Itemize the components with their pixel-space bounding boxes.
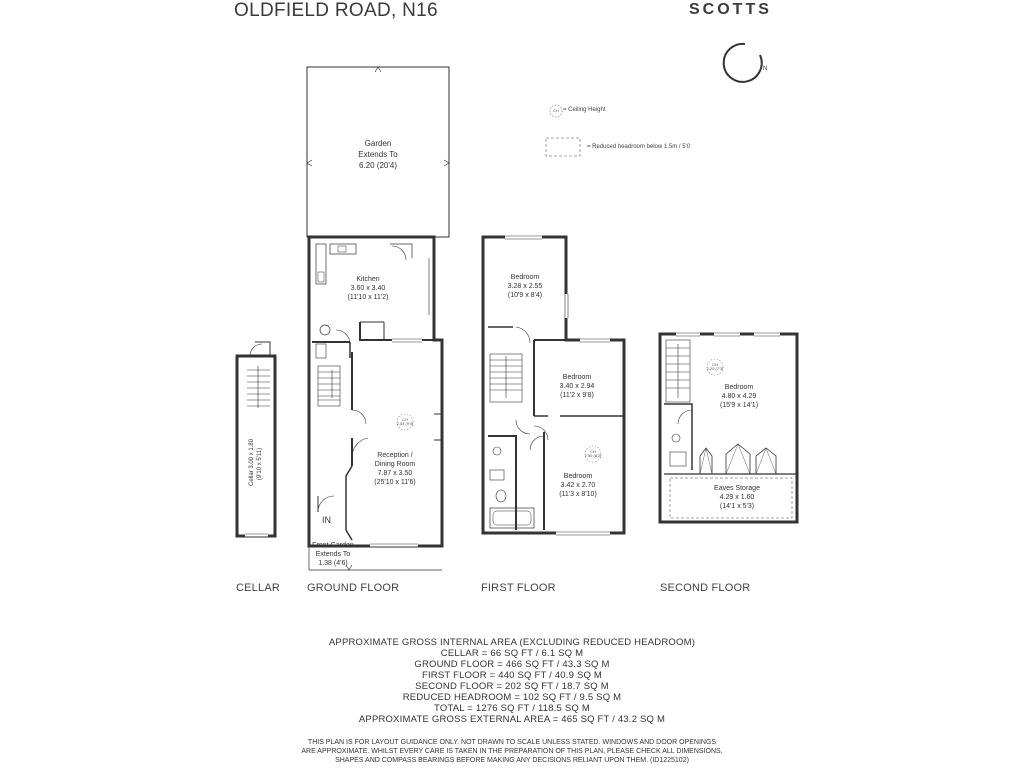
page-title: OLDFIELD ROAD, N16 [234, 0, 438, 21]
cellar-plan [237, 342, 275, 537]
kitchen-label: Kitchen 3.60 x 3.40 (11'10 x 11'2) [347, 276, 389, 301]
area-summary [0, 637, 1024, 725]
bedroom-2-label: Bedroom 3.40 x 2.94 (11'2 x 9'8) [559, 374, 595, 399]
area-second: SECOND FLOOR = 202 SQ FT / 18.7 SQ M [415, 681, 609, 692]
cellar-label: Cellar 3.00 x 1.80 (9'10 x 5'11) [249, 438, 263, 486]
floor-label-first: FIRST FLOOR [481, 582, 556, 594]
entrance-label: IN [322, 515, 331, 525]
area-external: APPROXIMATE GROSS EXTERNAL AREA = 465 SQ FT / 43.2 SQ M [358, 714, 666, 725]
area-reduced-headroom: REDUCED HEADROOM = 102 SQ FT / 9.5 SQ M [402, 692, 622, 703]
area-heading: APPROXIMATE GROSS INTERNAL AREA (EXCLUDING REDUCED HEADROOM) [328, 637, 696, 648]
legend-reduced-headroom: = Reduced headroom below 1.5m / 5'0 [587, 144, 691, 150]
bedroom-1-label: Bedroom 3.28 x 2.55 (10'9 x 8'4) [507, 274, 543, 299]
svg-text:N: N [763, 66, 768, 72]
floor-label-ground: GROUND FLOOR [307, 582, 400, 594]
disclaimer: THIS PLAN IS FOR LAYOUT GUIDANCE ONLY. NOT DRAWN TO SCALE UNLESS STATED. WINDOWS AND DOOR OPENINGS ARE APPROXIMATE. WHILST EVERY CARE IS TAKEN IN THE PREPARATION OF THIS PLAN, PLEASE CHECK ALL DIMENSIONS, SHAPES AND COMPASS BEARINGS BEFORE MAKING ANY DECISIONS RELIANT UPON THEM. (ID1225102) [301, 739, 723, 764]
ceiling-height-ground: CH 2.84 (9'4) [396, 417, 414, 426]
floor-label-cellar: CELLAR [236, 582, 280, 594]
front-garden-label: Front Garden Extends To 1.38 (4'6) [312, 542, 354, 567]
legend-ch-symbol: CH [553, 108, 559, 113]
compass-north-icon [724, 44, 768, 82]
eaves-storage-label: Eaves Storage 4.29 x 1.60 (14'1 x 5'3) [714, 485, 760, 510]
legend-ceiling-height: = Ceiling Height [563, 107, 606, 113]
area-first: FIRST FLOOR = 440 SQ FT / 40.9 SQ M [421, 670, 603, 681]
reception-label: Reception / Dining Room 7.87 x 3.50 (25'10 x 11'6) [374, 452, 416, 486]
bedroom-3-label: Bedroom 3.42 x 2.70 (11'3 x 8'10) [559, 473, 597, 498]
bedroom-4-label: Bedroom 4.80 x 4.29 (15'9 x 14'1) [719, 384, 759, 409]
area-cellar: CELLAR = 66 SQ FT / 6.1 SQ M [440, 648, 584, 659]
first-floor-plan [483, 236, 624, 535]
brand-logo: SCOTTS [689, 1, 772, 18]
ceiling-height-first: CH 2.50 (8'2) [584, 449, 602, 458]
area-ground: GROUND FLOOR = 466 SQ FT / 43.3 SQ M [414, 659, 610, 670]
floor-label-second: SECOND FLOOR [660, 582, 751, 594]
ceiling-height-second: CH 2.20 (7'3) [706, 362, 724, 371]
garden-label: Garden Extends To 6.20 (20'4) [358, 139, 398, 170]
area-total: TOTAL = 1276 SQ FT / 118.5 SQ M [434, 703, 590, 714]
